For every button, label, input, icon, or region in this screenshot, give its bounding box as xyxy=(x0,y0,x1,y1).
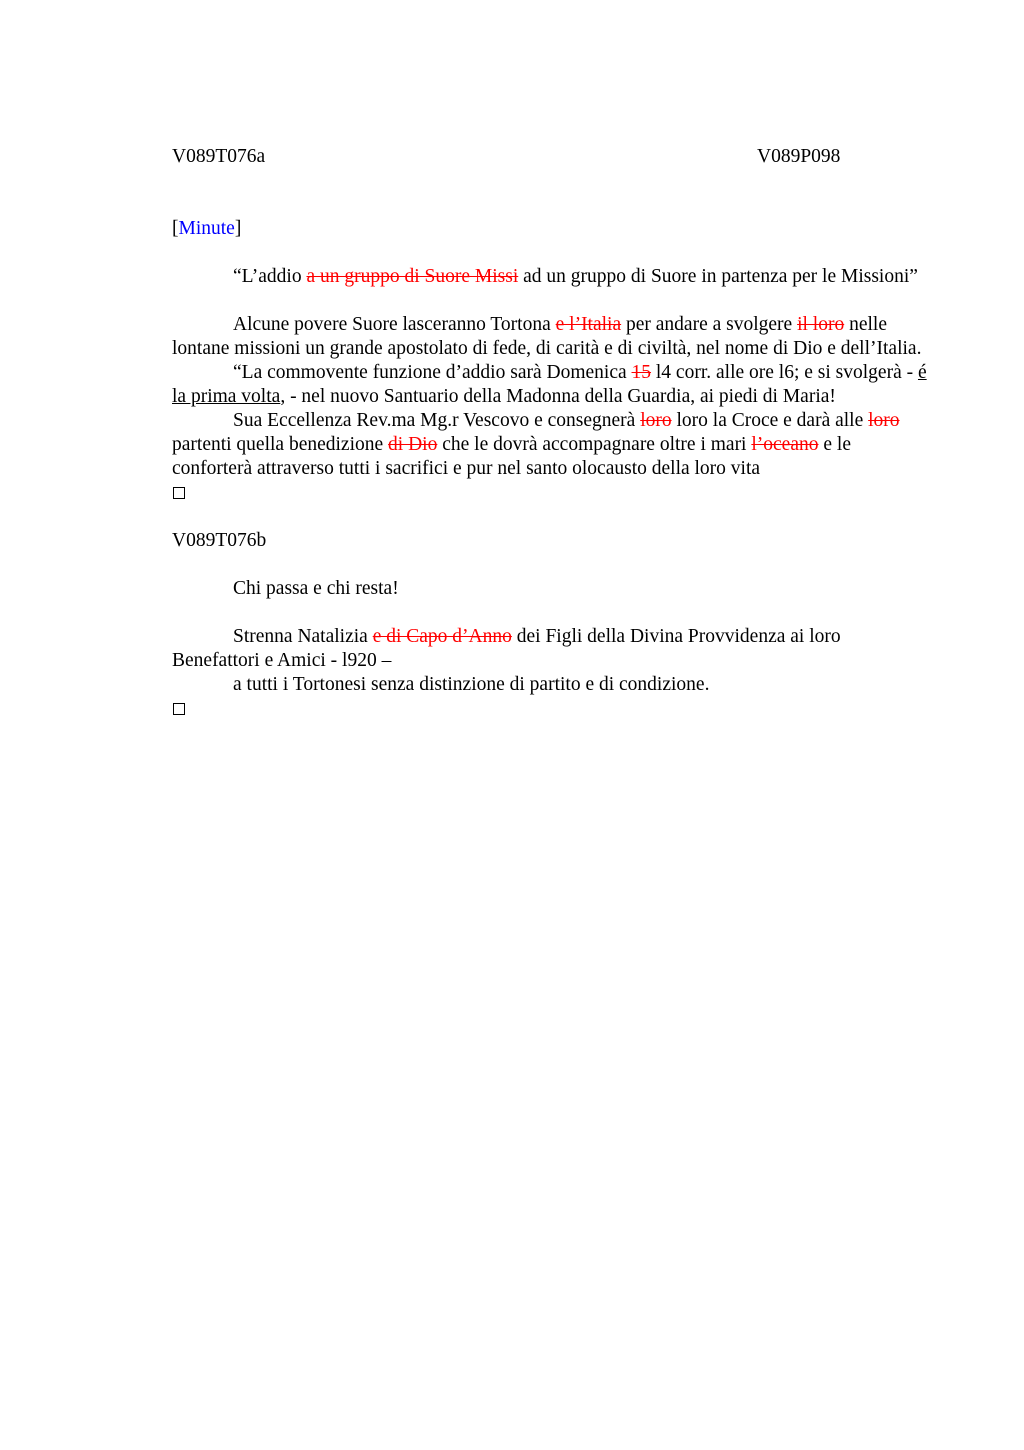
second-document-code: V089T076b xyxy=(172,530,267,551)
document-page xyxy=(172,145,932,721)
document-code-right: V089P098 xyxy=(757,146,841,167)
section-label-text: Minute xyxy=(178,218,235,239)
deleted-text: e l’Italia xyxy=(555,314,622,335)
deleted-text: a un gruppo di Suore Missi xyxy=(306,266,519,287)
deleted-text: il loro xyxy=(797,314,845,335)
second-paragraph-2: a tutti i Tortonesi senza distinzione di partito e di condizione. xyxy=(233,674,710,695)
deleted-text: loro xyxy=(868,410,900,431)
deleted-text: loro xyxy=(640,410,672,431)
second-title: Chi passa e chi resta! xyxy=(233,578,399,599)
paragraph-1: Alcune povere Suore lasceranno Tortona e l’Italia per andare a svolgere il loro nelle lontane missioni un grande apostolato di fede, di carità e di civiltà, nel nome di Dio e dell’Italia. xyxy=(172,314,922,359)
paragraph-2: “La commovente funzione d’addio sarà Domenica 15 l4 corr. alle ore l6; e si svolgerà - é la prima volta, - nel nuovo Santuario della Madonna della Guardia, ai piedi di Maria! xyxy=(172,362,927,407)
second-paragraph-1: Strenna Natalizia e di Capo d’Anno dei Figli della Divina Provvidenza ai loro Benefattori e Amici - l920 – xyxy=(172,626,841,671)
header-codes xyxy=(172,145,932,169)
deleted-text: di Dio xyxy=(388,434,438,455)
deleted-text: 15 xyxy=(631,362,652,383)
underlined-text: é la prima volta xyxy=(172,362,927,407)
empty-square-icon xyxy=(173,703,185,715)
document-title: “L’addio a un gruppo di Suore Missi ad un gruppo di Suore in partenza per le Missioni” xyxy=(233,266,918,287)
deleted-text: l’oceano xyxy=(751,434,819,455)
empty-square-icon xyxy=(173,487,185,499)
section-label: [Minute] xyxy=(172,218,242,239)
document-code-left: V089T076a xyxy=(172,146,266,167)
deleted-text: e di Capo d’Anno xyxy=(372,626,512,647)
paragraph-3: Sua Eccellenza Rev.ma Mg.r Vescovo e consegnerà loro loro la Croce e darà alle loro partenti quella benedizione di Dio che le dovrà accompagnare oltre i mari l’oceano e le conforterà attraverso tutti i sacrifici e pur nel santo olocausto della loro vita xyxy=(172,410,900,479)
